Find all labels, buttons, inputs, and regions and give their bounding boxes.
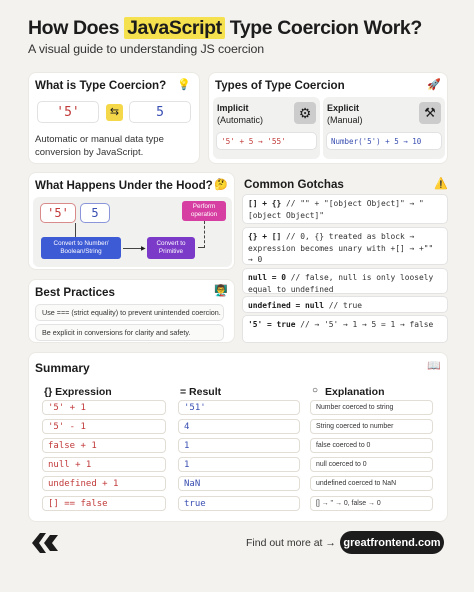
summary-result: NaN [178,476,300,491]
what-is-card [28,72,200,164]
col-expression-header: {} Expression [44,386,112,398]
summary-expr: [] == false [42,496,166,511]
swap-icon: ⇆ [106,104,123,121]
title-highlight: JavaScript [124,17,225,39]
page-subtitle: A visual guide to understanding JS coercion [28,42,265,56]
gotcha-item: '5' = true // → '5' → 1 → 5 = 1 → false [242,315,448,343]
types-title: Types of Type Coercion [215,79,345,92]
summary-explanation: [] → '' → 0, false → 0 [310,496,433,511]
hood-card [28,172,235,270]
summary-expr: '5' + 1 [42,400,166,415]
best-practice-item: Use === (strict equality) to prevent unintended coercion. [35,304,224,321]
summary-explanation: null coerced to 0 [310,457,433,472]
col-result-header: = Result [180,386,222,398]
types-card [208,72,448,164]
what-is-description: Automatic or manual data type conversion by JavaScript. [35,134,164,158]
summary-result: true [178,496,300,511]
lightbulb-outline-icon: ○ [312,385,319,396]
explicit-code: Number('5') + 5 → 10 [326,132,442,150]
gotcha-item: null = 0 // false, null is only loosely equal to undefined [242,268,448,294]
implicit-code: '5' + 5 → '55' [216,132,317,150]
summary-explanation: String coerced to number [310,419,433,434]
gotcha-item: [] + {} // "" + "[object Object]" → "[object Object]" [242,194,448,224]
what-is-right-value: 5 [129,101,191,123]
gotchas-title: Common Gotchas [244,178,344,191]
implicit-label: Implicit [217,103,249,113]
website-link-button[interactable]: greatfrontend.com [340,531,444,554]
what-is-left-value: '5' [37,101,99,123]
rocket-icon: 🚀 [427,79,441,91]
best-practice-item: Be explicit in conversions for clarity and safety. [35,324,224,341]
summary-title: Summary [35,361,90,375]
summary-expr: '5' - 1 [42,419,166,434]
step-convert-primitive: Convert to Primitive [147,237,195,259]
summary-expr: null + 1 [42,457,166,472]
hood-title: What Happens Under the Hood? [35,179,213,192]
lightbulb-icon: 💡 [177,79,191,91]
thinking-face-icon: 🤔 [214,179,228,191]
greatfrontend-logo-icon[interactable] [30,530,60,556]
explicit-panel [323,97,445,159]
summary-result: 1 [178,438,300,453]
connector-line [75,223,76,237]
gotchas-card [242,172,448,344]
summary-explanation: false coerced to 0 [310,438,433,453]
implicit-panel [213,97,320,159]
best-title: Best Practices [35,286,115,299]
page-title: How Does JavaScript Type Coercion Work? [28,17,422,39]
explicit-label: Explicit [327,103,360,113]
hood-diagram [33,197,232,267]
explicit-sub: (Manual) [327,115,363,125]
step-convert-number: Convert to Number/ Boolean/String [41,237,121,259]
arrow-line [204,221,205,248]
best-practices-card [28,279,235,343]
arrow-line [123,248,143,249]
summary-explanation: undefined coerced to NaN [310,476,433,491]
summary-expr: undefined + 1 [42,476,166,491]
hood-left-value: '5' [40,203,76,223]
summary-result: '51' [178,400,300,415]
col-explanation-header: Explanation [325,386,385,398]
header [28,17,448,56]
arrow-head: ▶ [141,246,146,252]
gotcha-item: undefined = null // true [242,296,448,313]
implicit-sub: (Automatic) [217,115,264,125]
summary-result: 4 [178,419,300,434]
summary-explanation: Number coerced to string [310,400,433,415]
find-out-text: Find out more at → [246,537,336,549]
gotcha-item: {} + [] // 0, {} treated as block → expression becomes unary with +[] → +"" → 0 [242,227,448,265]
summary-expr: false + 1 [42,438,166,453]
teacher-icon: 👨‍🏫 [214,285,228,297]
summary-result: 1 [178,457,300,472]
gear-icon: ⚙ [294,102,316,124]
warning-icon: ⚠️ [434,178,448,190]
step-perform-operation: Perform operation [182,201,226,221]
book-icon: 📖 [427,360,441,372]
hood-right-value: 5 [80,203,110,223]
what-is-title: What is Type Coercion? [35,79,167,92]
tools-icon: ⚒ [419,102,441,124]
